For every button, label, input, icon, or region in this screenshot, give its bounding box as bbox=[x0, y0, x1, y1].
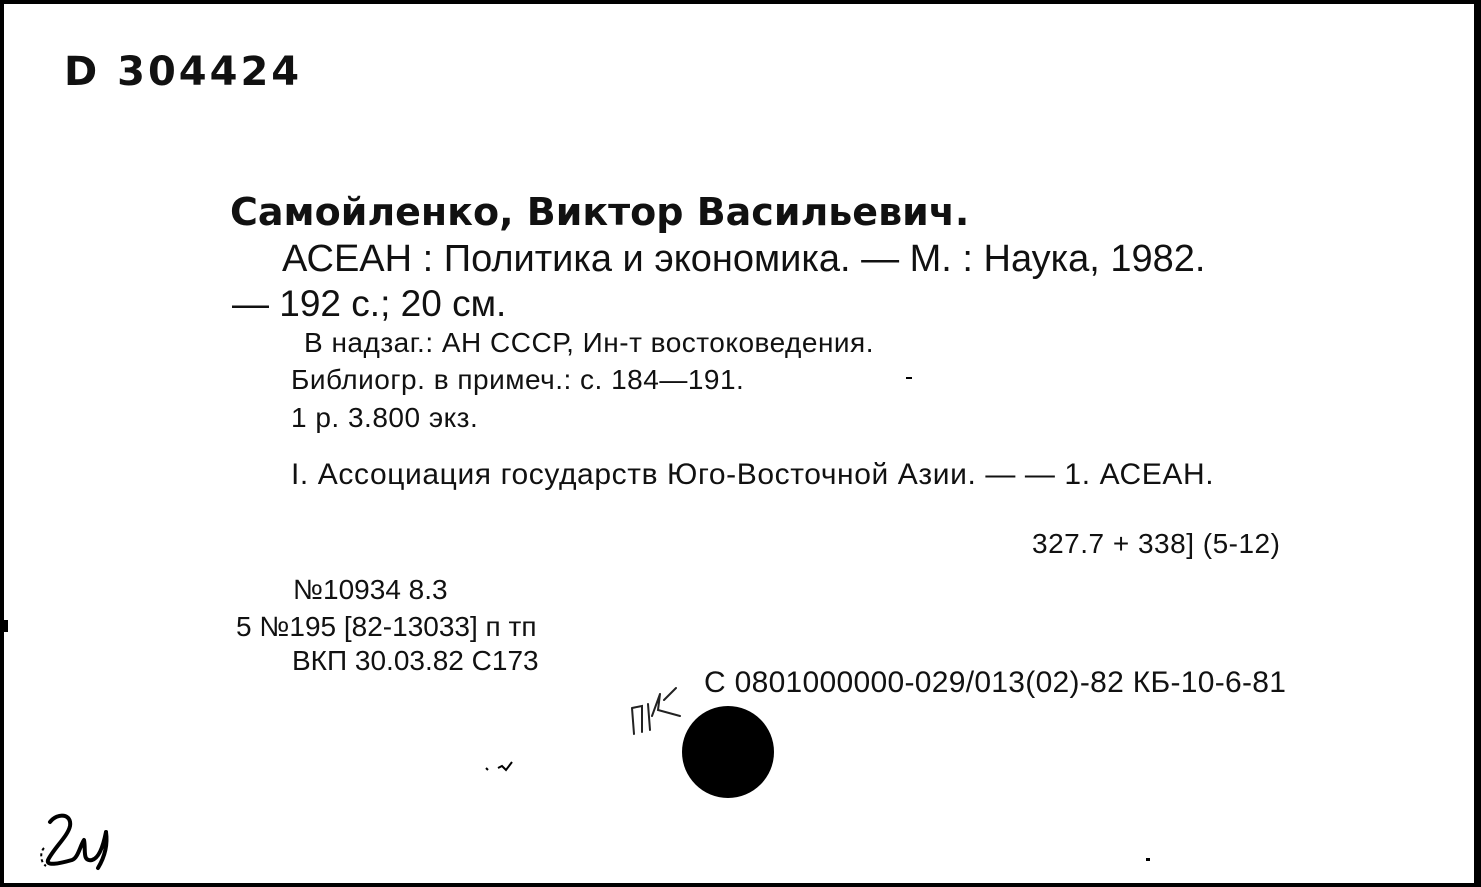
speck bbox=[906, 377, 912, 379]
note-price-print-run: 1 р. 3.800 экз. bbox=[291, 402, 479, 433]
handwritten-signature-icon bbox=[38, 810, 128, 880]
classification-index: 327.7 + 338] (5-12) bbox=[1032, 528, 1281, 559]
speck-mark bbox=[484, 758, 524, 774]
book-chamber-line-2: 5 №195 [82-13033] п тп bbox=[236, 611, 537, 642]
speck bbox=[1146, 858, 1150, 861]
author-heading: Самойленко, Виктор Васильевич. bbox=[230, 190, 970, 234]
book-chamber-line-3: ВКП 30.03.82 С173 bbox=[292, 645, 539, 676]
handwritten-scribble-icon bbox=[624, 676, 688, 738]
tracing-subject-line: I. Ассоциация государств Юго-Восточной Азии. — — 1. АСЕАН. bbox=[291, 458, 1215, 491]
edge-mark bbox=[4, 620, 8, 632]
note-bibliography: Библиогр. в примеч.: с. 184—191. bbox=[291, 364, 745, 395]
card-number: D 304424 bbox=[64, 49, 303, 95]
punch-hole-icon bbox=[682, 706, 774, 798]
note-above-title: В надзаг.: АН СССР, Ин-т востоковедения. bbox=[304, 327, 874, 358]
physical-description-line: — 192 с.; 20 см. bbox=[232, 283, 507, 324]
publisher-code-line: С 0801000000-029/013(02)-82 КБ-10-6-81 bbox=[704, 666, 1287, 699]
book-chamber-line-1: №10934 8.3 bbox=[293, 574, 448, 605]
title-imprint-line: АСЕАН : Политика и экономика. — М. : Наука, 1982. bbox=[282, 238, 1206, 280]
